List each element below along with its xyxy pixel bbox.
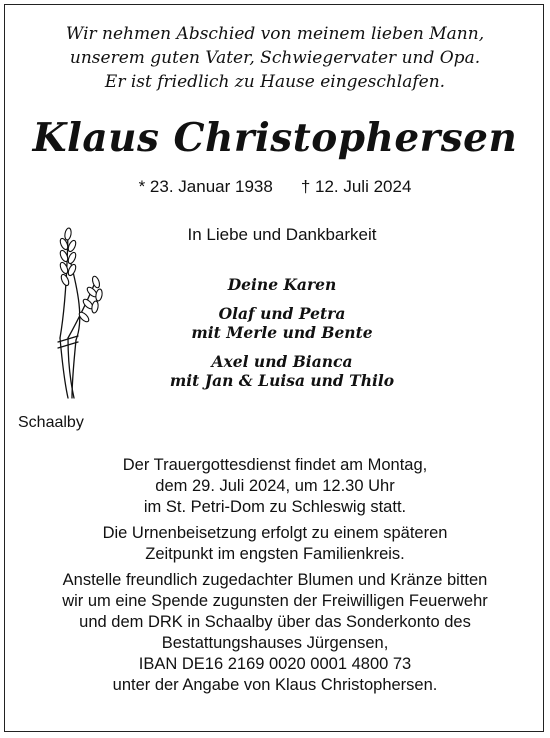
family-group	[14, 275, 550, 294]
family-group	[14, 352, 550, 390]
place-name: Schaalby	[18, 414, 84, 431]
info-line: dem 29. Juli 2024, um 12.30 Uhr	[155, 477, 395, 495]
iban-line: IBAN DE16 2169 0020 0001 4800 73	[138, 655, 412, 673]
intro-line: unserem guten Vater, Schwiegervater und Opa.	[69, 48, 481, 68]
info-paragraph	[0, 570, 550, 696]
intro-line: Wir nehmen Abschied von meinem lieben Mann,	[65, 24, 485, 44]
intro-line: Er ist friedlich zu Hause eingeschlafen.	[104, 72, 446, 92]
family-list	[0, 275, 550, 400]
info-line: Zeitpunkt im engsten Familienkreis.	[145, 545, 405, 563]
info-line: und dem DRK in Schaalby über das Sonderkonto des	[79, 613, 471, 631]
deceased-name: Klaus Christophersen	[32, 115, 518, 161]
info-line: Bestattungshauses Jürgensen,	[161, 634, 389, 652]
life-dates	[0, 177, 550, 197]
info-line: unter der Angabe von Klaus Christophersen.	[112, 676, 438, 694]
birth-date: * 23. Januar 1938	[138, 177, 273, 196]
info-paragraph	[0, 523, 550, 565]
info-line: im St. Petri-Dom zu Schleswig statt.	[143, 498, 407, 516]
intro-text	[0, 22, 550, 94]
family-line: Axel und Bianca	[211, 352, 353, 371]
gratitude-line: In Liebe und Dankbarkeit	[187, 225, 377, 244]
info-line: Anstelle freundlich zugedachter Blumen und Kränze bitten	[62, 571, 488, 589]
family-line: Deine Karen	[227, 275, 337, 294]
family-line: Olaf und Petra	[218, 304, 346, 323]
info-line: wir um eine Spende zugunsten der Freiwilligen Feuerwehr	[62, 592, 488, 610]
info-line: Die Urnenbeisetzung erfolgt zu einem späteren	[102, 524, 448, 542]
family-line: mit Jan & Luisa und Thilo	[169, 371, 395, 390]
info-line: Der Trauergottesdienst findet am Montag,	[122, 456, 428, 474]
info-paragraph	[0, 455, 550, 518]
family-group	[14, 304, 550, 342]
death-date: † 12. Juli 2024	[300, 177, 412, 196]
service-info	[0, 455, 550, 701]
family-line: mit Merle und Bente	[191, 323, 373, 342]
